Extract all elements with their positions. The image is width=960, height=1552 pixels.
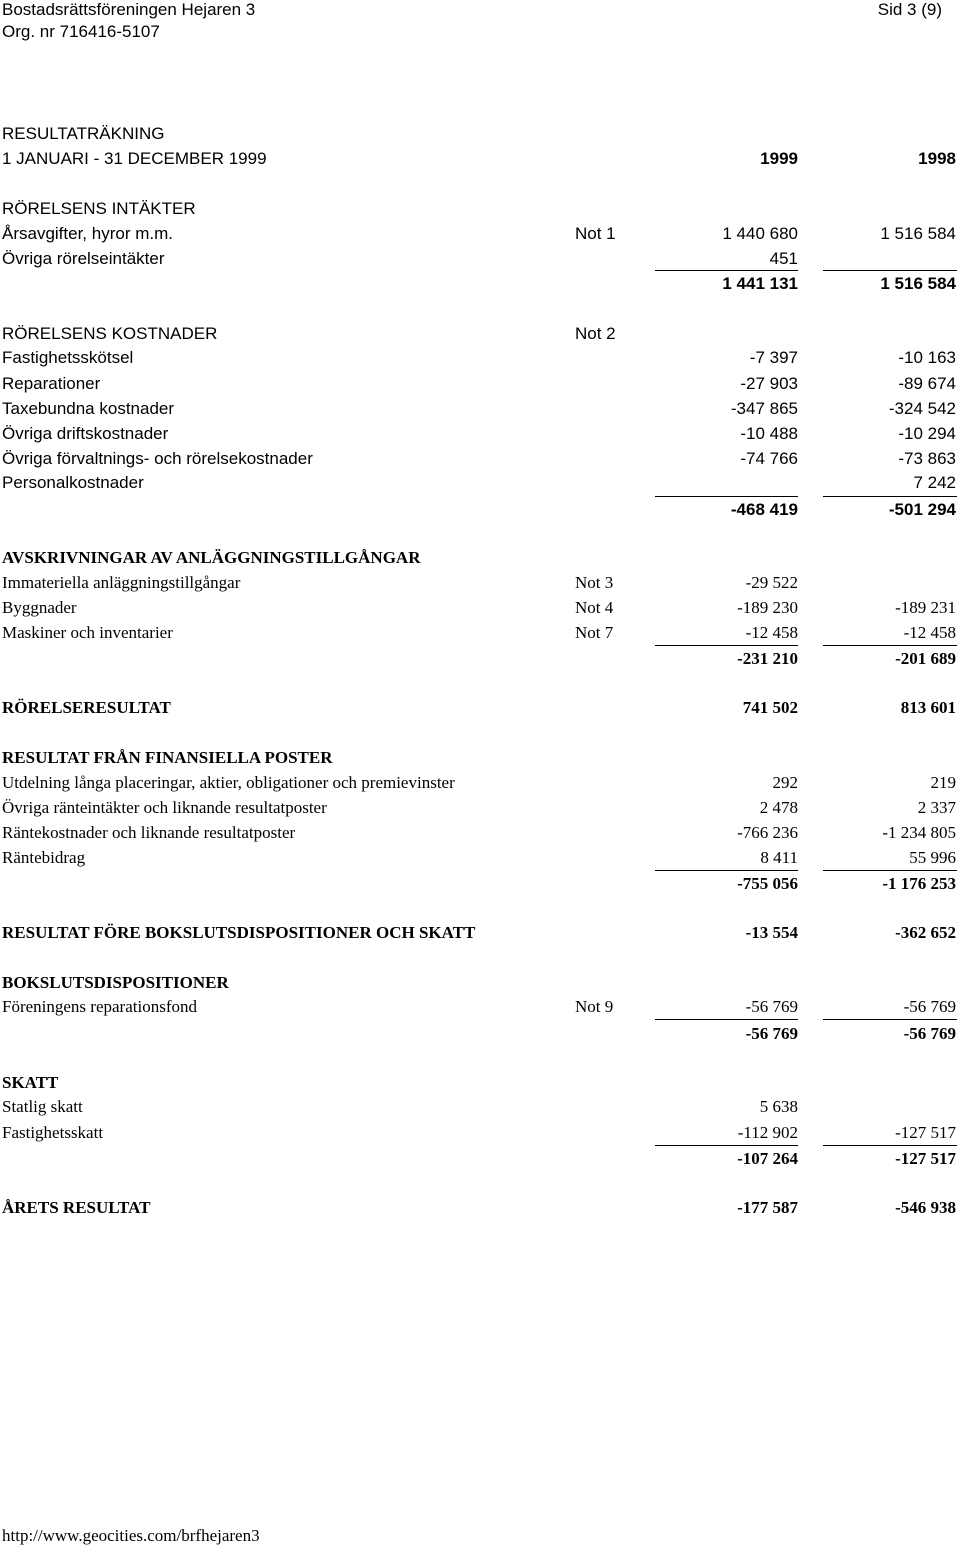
row-value-1999: -27 903 <box>740 374 798 393</box>
row-note: Not 4 <box>575 598 614 617</box>
row-note: Not 7 <box>575 623 614 642</box>
row-value-1998: -189 231 <box>895 598 956 617</box>
total-value-1999: -107 264 <box>737 1149 798 1168</box>
section-heading-intakter: RÖRELSENS INTÄKTER <box>2 199 196 218</box>
row-value-1999: -56 769 <box>745 997 798 1016</box>
total-value-1999: -56 769 <box>745 1024 798 1043</box>
row-label: Statlig skatt <box>2 1097 83 1116</box>
row-note: Not 3 <box>575 573 614 592</box>
pre-appropriation-result-1998: -362 652 <box>895 923 956 942</box>
total-value-1998: -56 769 <box>903 1024 956 1043</box>
row-label: Reparationer <box>2 374 101 393</box>
row-value-1999: -112 902 <box>737 1123 798 1142</box>
net-result-label: ÅRETS RESULTAT <box>2 1198 151 1217</box>
pre-appropriation-result-1999: -13 554 <box>745 923 798 942</box>
row-value-1999: -7 397 <box>749 348 798 367</box>
row-value-1998: -1 234 805 <box>882 823 956 842</box>
row-value-1998: 2 337 <box>917 798 956 817</box>
sum-rule <box>655 496 798 497</box>
row-label: Maskiner och inventarier <box>2 623 173 642</box>
row-label: Fastighetsskötsel <box>2 348 134 367</box>
section-heading-bokslut: BOKSLUTSDISPOSITIONER <box>2 973 229 992</box>
sum-rule <box>823 1145 957 1146</box>
row-value-1998: -89 674 <box>898 374 956 393</box>
row-value-1998: 7 242 <box>913 473 956 492</box>
row-value-1999: 8 411 <box>760 848 798 867</box>
section-heading-avskrivningar: AVSKRIVNINGAR AV ANLÄGGNINGSTILLGÅNGAR <box>2 548 421 567</box>
section-note: Not 2 <box>575 324 616 343</box>
row-note: Not 1 <box>575 224 616 243</box>
total-value-1998: 1 516 584 <box>880 274 956 293</box>
row-value-1998: -10 294 <box>898 424 956 443</box>
total-value-1999: -468 419 <box>730 500 798 519</box>
row-label: Personalkostnader <box>2 473 144 492</box>
row-value-1998: -73 863 <box>898 449 956 468</box>
row-value-1999: -189 230 <box>737 598 798 617</box>
sum-rule <box>823 645 957 646</box>
sum-rule <box>655 270 798 271</box>
row-value-1999: 5 638 <box>759 1097 798 1116</box>
row-label: Räntebidrag <box>2 848 86 867</box>
sum-rule <box>823 496 957 497</box>
row-value-1998: -10 163 <box>898 348 956 367</box>
total-value-1999: -231 210 <box>737 649 798 668</box>
sum-rule <box>823 1019 957 1020</box>
row-label: Årsavgifter, hyror m.m. <box>2 224 173 243</box>
row-label: Övriga ränteintäkter och liknande resultatposter <box>2 798 327 817</box>
row-value-1999: 1 440 680 <box>722 224 798 243</box>
row-label: Övriga rörelseintäkter <box>2 249 165 268</box>
total-value-1998: -1 176 253 <box>882 874 956 893</box>
row-value-1998: -127 517 <box>895 1123 956 1142</box>
operating-result-1999: 741 502 <box>742 698 798 717</box>
row-value-1998: -56 769 <box>903 997 956 1016</box>
sum-rule <box>655 870 798 871</box>
report-period: 1 JANUARI - 31 DECEMBER 1999 <box>2 149 267 168</box>
row-value-1999: -10 488 <box>740 424 798 443</box>
section-heading-kostnader: RÖRELSENS KOSTNADER <box>2 324 218 343</box>
row-value-1999: -347 865 <box>730 399 798 418</box>
sum-rule <box>655 1145 798 1146</box>
org-number: Org. nr 716416-5107 <box>2 22 160 41</box>
row-value-1998: -324 542 <box>888 399 956 418</box>
total-value-1998: -127 517 <box>895 1149 956 1168</box>
row-value-1999: 292 <box>772 773 798 792</box>
total-value-1999: -755 056 <box>737 874 798 893</box>
row-value-1998: 1 516 584 <box>880 224 956 243</box>
row-label: Övriga driftskostnader <box>2 424 169 443</box>
column-year-1998: 1998 <box>918 149 956 168</box>
pre-appropriation-result-label: RESULTAT FÖRE BOKSLUTSDISPOSITIONER OCH SKATT <box>2 923 476 942</box>
total-value-1998: -201 689 <box>895 649 956 668</box>
row-label: Föreningens reparationsfond <box>2 997 197 1016</box>
page-number: Sid 3 (9) <box>877 0 942 19</box>
row-value-1998: -12 458 <box>903 623 956 642</box>
row-label: Räntekostnader och liknande resultatposter <box>2 823 296 842</box>
row-label: Immateriella anläggningstillgångar <box>2 573 241 592</box>
row-value-1999: -12 458 <box>745 623 798 642</box>
operating-result-label: RÖRELSERESULTAT <box>2 698 171 717</box>
row-note: Not 9 <box>575 997 614 1016</box>
row-value-1999: 451 <box>769 249 798 268</box>
sum-rule <box>655 1019 798 1020</box>
row-label: Fastighetsskatt <box>2 1123 104 1142</box>
sum-rule <box>655 645 798 646</box>
section-heading-finansiella: RESULTAT FRÅN FINANSIELLA POSTER <box>2 748 333 767</box>
row-label: Övriga förvaltnings- och rörelsekostnader <box>2 449 313 468</box>
report-title: RESULTATRÄKNING <box>2 124 165 143</box>
total-value-1998: -501 294 <box>888 500 956 519</box>
row-value-1998: 219 <box>930 773 956 792</box>
footer-url: http://www.geocities.com/brfhejaren3 <box>2 1526 260 1545</box>
net-result-1999: -177 587 <box>737 1198 798 1217</box>
org-name: Bostadsrättsföreningen Hejaren 3 <box>2 0 256 19</box>
row-label: Utdelning långa placeringar, aktier, obligationer och premievinster <box>2 773 455 792</box>
operating-result-1998: 813 601 <box>900 698 956 717</box>
row-value-1999: -766 236 <box>737 823 798 842</box>
total-value-1999: 1 441 131 <box>722 274 798 293</box>
row-value-1999: 2 478 <box>759 798 798 817</box>
row-value-1998: 55 996 <box>909 848 956 867</box>
section-heading-skatt: SKATT <box>2 1073 59 1092</box>
row-label: Taxebundna kostnader <box>2 399 175 418</box>
row-value-1999: -29 522 <box>745 573 798 592</box>
sum-rule <box>823 270 957 271</box>
net-result-1998: -546 938 <box>895 1198 956 1217</box>
sum-rule <box>823 870 957 871</box>
column-year-1999: 1999 <box>760 149 798 168</box>
row-label: Byggnader <box>2 598 77 617</box>
row-value-1999: -74 766 <box>740 449 798 468</box>
